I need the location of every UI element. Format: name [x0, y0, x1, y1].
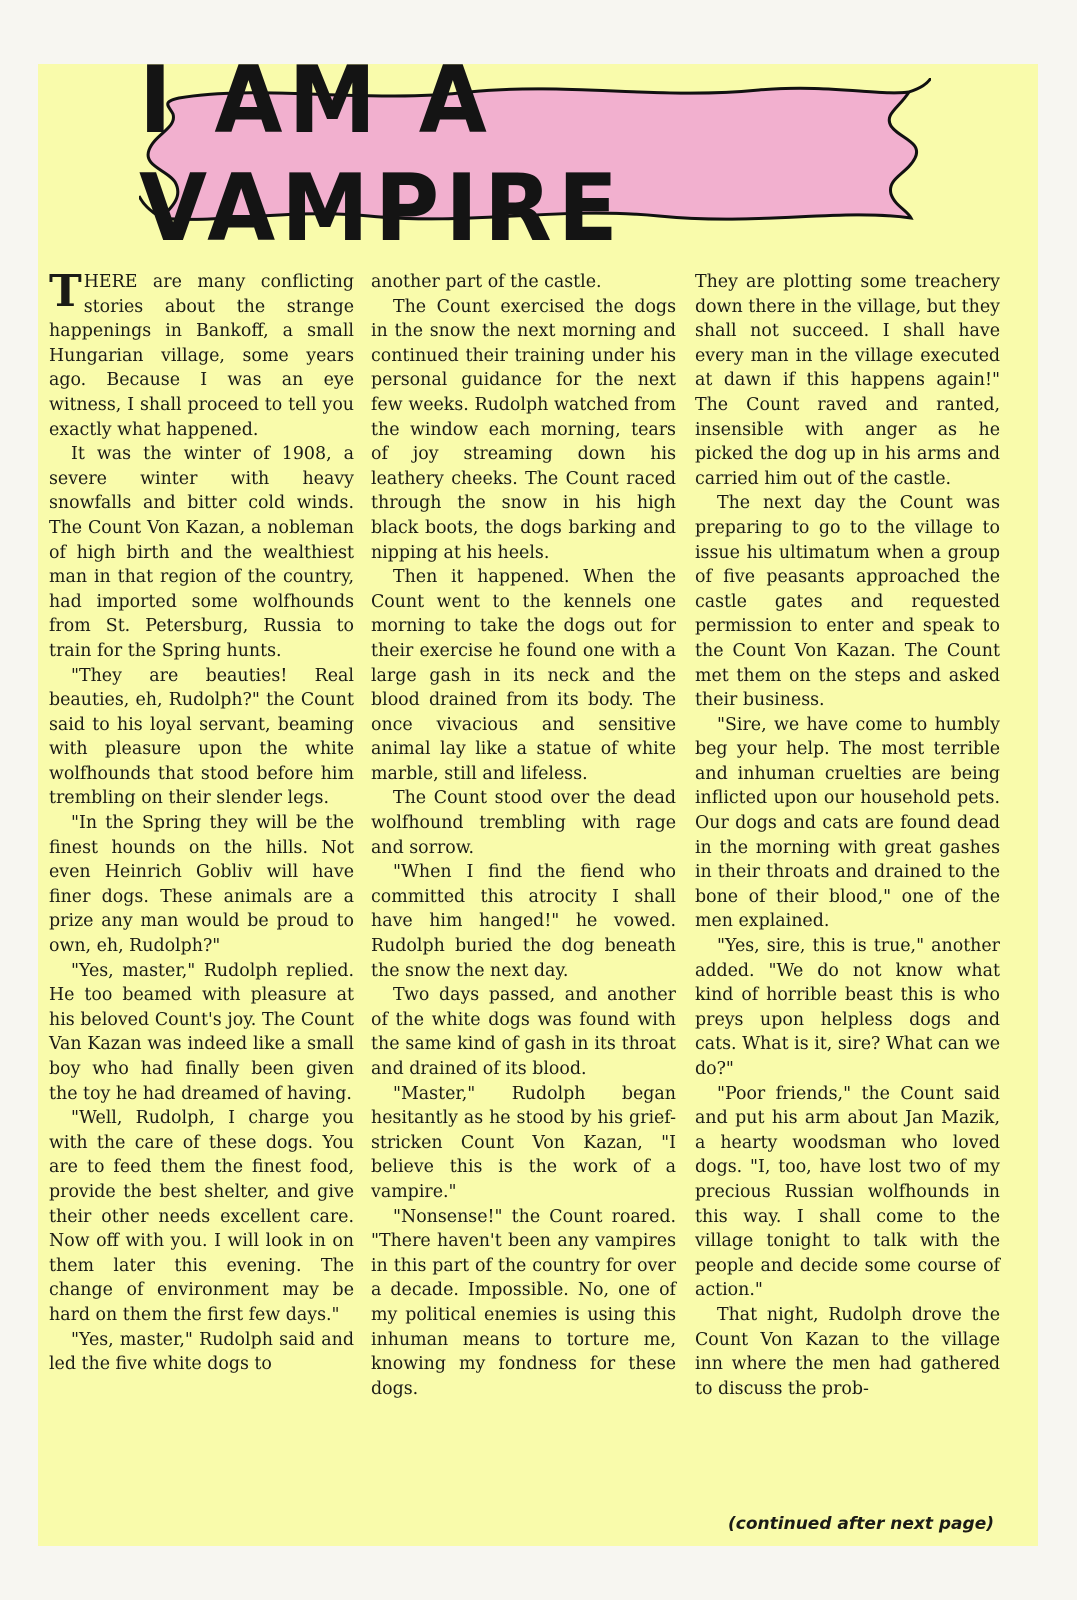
paragraph: The Count exercised the dogs in the snow the next morning and continued their training under his personal guidance for the next few weeks. Rudolph watched from the window each morning, tears of joy streaming down his leathery cheeks. The Count raced through the snow in his high black boots, the dogs barking and nipping at his heels. — [371, 296, 676, 563]
story-page — [38, 45, 1038, 1546]
paragraph: "Poor friends," the Count said and put his arm about Jan Mazik, a hearty woodsman who loved dogs. "I, too, have lost two of my precious Russian wolfhounds in this way. I shall come to the village tonight to talk with the people and decide some course of action." — [695, 1083, 1000, 1301]
story-title: I AM A VAMPIRE — [139, 45, 624, 263]
paragraph: "When I find the fiend who committed this atrocity I shall have him hanged!" he vowed. Rudolph buried the dog beneath the snow the next day. — [371, 862, 676, 981]
paragraph: "In the Spring they will be the finest hounds on the hills. Not even Heinrich Gobliv will have finer dogs. These animals are a prize any man would be proud to own, eh, Rudolph?" — [49, 813, 354, 957]
continued-note: (continued after next page) — [728, 1514, 994, 1534]
paragraph: "Yes, master," Rudolph replied. He too beamed with pleasure at his beloved Count's joy. The Count Van Kazan was indeed like a small boy who had finally been given the toy he had dreamed of having. — [49, 960, 354, 1104]
paragraph: The next day the Count was preparing to go to the village to issue his ultimatum when a group of five peasants approached the castle gates and requested permission to enter and speak to the Count Von Kazan. The Count met them on the steps and asked their business. — [695, 493, 1000, 711]
paragraph: "Nonsense!" the Count roared. "There haven't been any vampires in this part of the country for over a decade. Impossible. No, one of my political enemies is using this inhuman means to torture me, knowing my fondness for these dogs. — [371, 1206, 676, 1399]
paragraph: They are plotting some treachery down there in the village, but they shall not succeed. I shall have every man in the village executed at dawn if this happens again!" The Count raved and ranted, insensible with anger as he picked the dog up in his arms and carried him out of the castle. — [695, 272, 1000, 489]
paragraph: It was the winter of 1908, a severe winter with heavy snowfalls and bitter cold winds. The Count Von Kazan, a nobleman of high birth and the wealthiest man in that region of the country, had imported some wolfhounds from St. Petersburg, Russia to train for the Spring hunts. — [49, 444, 354, 661]
paragraph: "They are beauties! Real beauties, eh, Rudolph?" the Count said to his loyal servant, beaming with pleasure upon the white wolfhounds that stood before him trembling on their slender legs. — [49, 665, 354, 809]
paragraph: "Yes, master," Rudolph said and led the five white dogs to — [49, 1329, 354, 1375]
paragraph: Then it happened. When the Count went to the kennels one morning to take the dogs out for their exercise he found one with a large gash in its neck and the blood drained from its body. The once vivacious and sensitive animal lay like a statue of white marble, still and lifeless. — [371, 567, 676, 784]
paragraph: "Well, Rudolph, I charge you with the care of these dogs. You are to feed them the finest food, provide the best shelter, and give their other needs excellent care. Now off with you. I will look in on them later this evening. The change of environment may be hard on them the first few days." — [49, 1108, 354, 1325]
paragraph: "Sire, we have come to humbly beg your help. The most terrible and inhuman cruelties are being inflicted upon our household pets. Our dogs and cats are found dead in the morning with great gashes in their throats and drained to the bone of their blood," one of the men explained. — [695, 714, 1000, 932]
paragraph: Two days passed, and another of the white dogs was found with the same kind of gash in its throat and drained of its blood. — [371, 985, 676, 1079]
column-2 — [371, 270, 676, 1401]
column-1 — [49, 266, 354, 1377]
paragraph: "Yes, sire, this is true," another added. "We do not know what kind of horrible beast this is who preys upon helpless dogs and cats. What is it, sire? What can we do?" — [695, 936, 1000, 1079]
paragraph: "Master," Rudolph began hesitantly as he stood by his grief-stricken Count Von Kazan, "I believe this is the work of a vampire." — [371, 1083, 676, 1202]
paragraph: That night, Rudolph drove the Count Von Kazan to the village inn where the men had gathered to discuss the prob- — [695, 1304, 1000, 1399]
column-3 — [695, 270, 1000, 1401]
paragraph: The Count stood over the dead wolfhound trembling with rage and sorrow. — [371, 788, 676, 858]
title-banner — [139, 45, 931, 263]
paragraph: THERE are many conflicting stories about the strange happenings in Bankoff, a small Hungarian village, some years ago. Because I was an eye witness, I shall proceed to tell you exactly what happened. — [49, 266, 354, 440]
drop-cap: T — [49, 266, 82, 317]
paragraph: another part of the castle. — [371, 272, 602, 292]
